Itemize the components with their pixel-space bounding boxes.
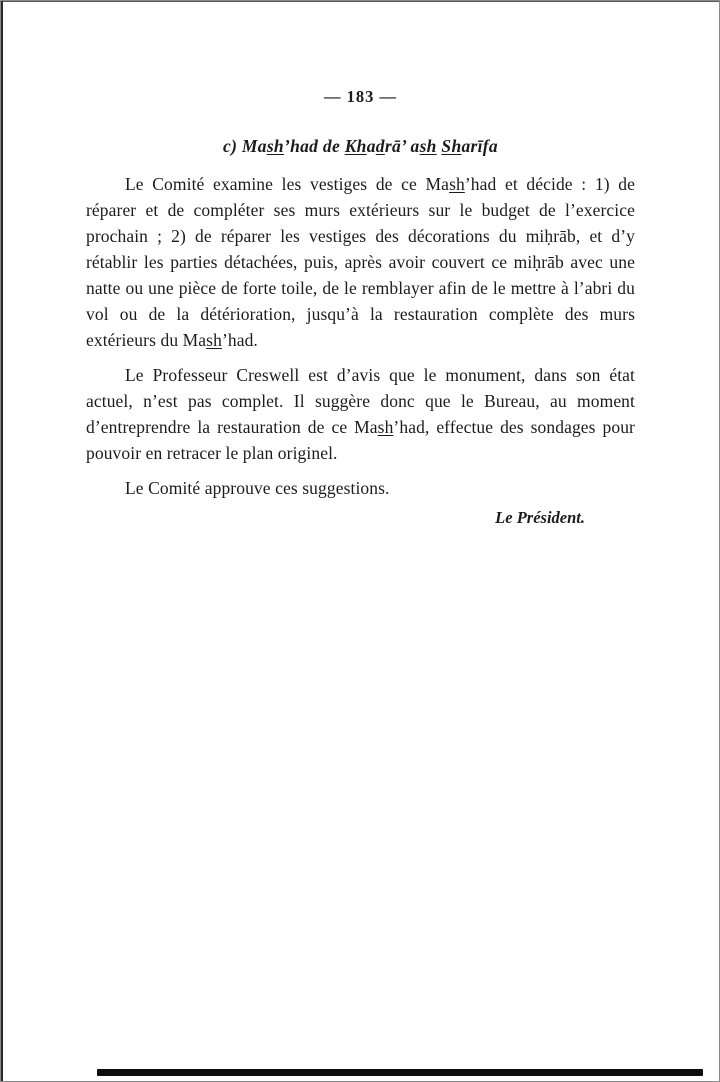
- text-segment: Le Comité approuve ces suggestions.: [125, 478, 390, 498]
- body-text: [86, 171, 635, 501]
- text-segment: ’had, effectue des sondages pour pouvoir en retracer le plan originel.: [86, 417, 635, 463]
- body-paragraph-3: [86, 475, 635, 501]
- scan-bottom-bar: [97, 1069, 703, 1076]
- text-segment: Le Comité examine les vestiges de ce Ma: [125, 174, 450, 194]
- signature: Le Président.: [495, 508, 585, 527]
- transliteration-underline: d: [375, 136, 385, 156]
- body-paragraph-2: [86, 362, 635, 466]
- text-segment: ’had.: [221, 330, 258, 350]
- text-segment: Le Professeur Creswell est d’avis que le monument, dans son état actuel, n’est pas complet. Il suggère donc que le Bureau, au moment d’entreprendre la restauration de ce Ma: [86, 365, 635, 437]
- text-segment: a: [366, 136, 376, 156]
- page-number: — 183 —: [324, 87, 397, 106]
- transliteration-underline: Sh: [441, 136, 462, 156]
- scan-edge-top-line: [1, 1, 719, 2]
- text-segment: arīfa: [461, 136, 498, 156]
- text-segment: ’had et décide : 1) de réparer et de compléter ses murs extérieurs sur le budget de l’exercice prochain ; 2) de réparer les vestiges des décorations du miḥrāb, et d’y rétablir les parties détachées, puis, après avoir couvert ce miḥrāb avec une natte ou une pièce de forte toile, de le remblayer afin de le mettre à l’abri du vol ou de la détérioration, jusqu’à la restauration complète des murs extérieurs du Ma: [86, 174, 636, 350]
- transliteration-underline: sh: [419, 136, 437, 156]
- transliteration-underline: sh: [449, 174, 465, 194]
- section-heading: [86, 136, 635, 157]
- transliteration-underline: sh: [266, 136, 284, 156]
- text-segment: ’had de: [283, 136, 345, 156]
- page-content: [1, 1, 719, 528]
- text-segment: Ma: [241, 136, 267, 156]
- transliteration-underline: sh: [206, 330, 222, 350]
- text-segment: rā’ a: [384, 136, 420, 156]
- scan-edge-left-line: [1, 1, 3, 1081]
- transliteration-underline: Kh: [344, 136, 367, 156]
- text-segment: c): [223, 136, 242, 156]
- body-paragraph-1: [86, 171, 635, 353]
- transliteration-underline: sh: [377, 417, 394, 437]
